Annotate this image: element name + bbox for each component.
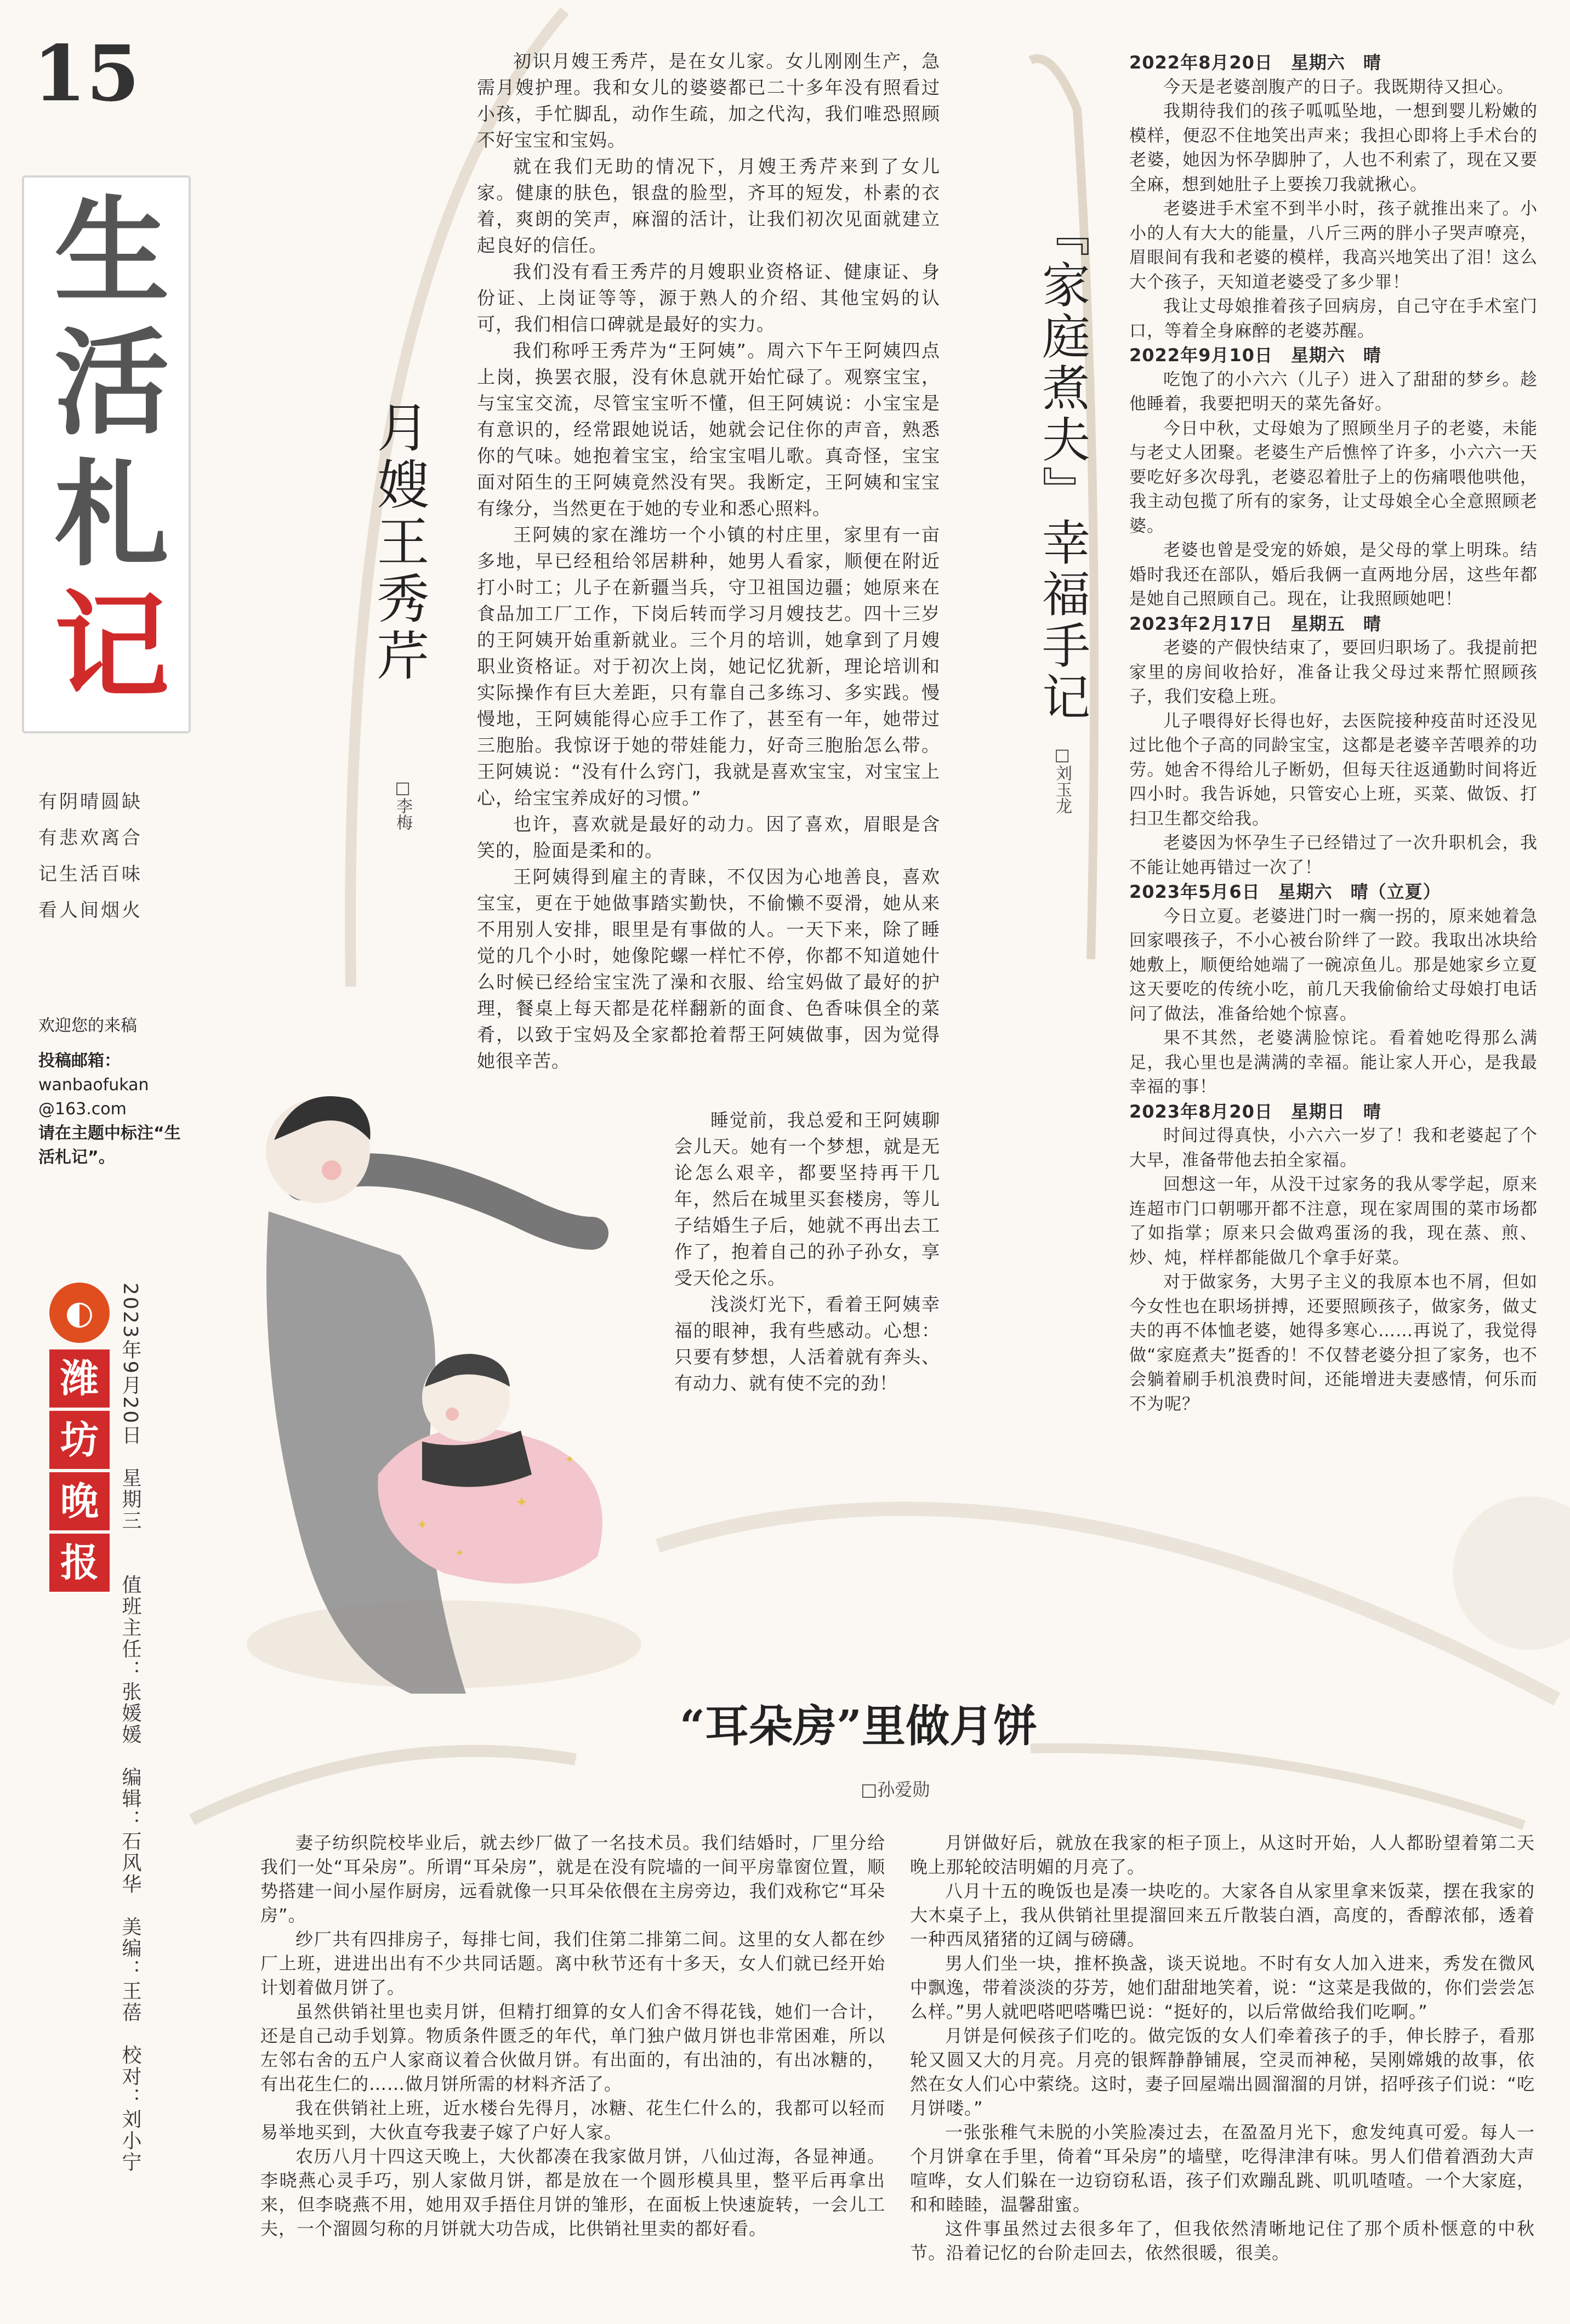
column-title-char-accent: 记 — [54, 578, 169, 714]
paragraph: 老婆因为怀孕生子已经错过了一次升职机会，我不能让她再错过一次了！ — [1129, 833, 1538, 878]
article2-title: 『家庭煮夫』幸福手记 — [1034, 208, 1091, 724]
article3-title: “耳朵房”里做月饼 — [680, 1700, 1038, 1752]
paragraph: 初识月嫂王秀芹，是在女儿家。女儿刚刚生产，急需月嫂护理。我和女儿的婆婆都已二十多年没有照看过小孩，手忙脚乱，动作生疏，加之代沟，我们唯恐照顾不好宝宝和宝妈。 — [477, 50, 940, 151]
svg-text:✦: ✦ — [455, 1546, 464, 1559]
paragraph: 也许，喜欢就是最好的动力。因了喜欢，眉眼是含笑的，脸面是柔和的。 — [477, 813, 940, 861]
article1-byline: □李梅 — [393, 778, 412, 830]
paragraph: 这件事虽然过去很多年了，但我依然清晰地记住了那个质朴惬意的中秋节。沿着记忆的台阶走回去，依然很暖，很美。 — [910, 2218, 1535, 2263]
paragraph: 吃饱了的小六六（儿子）进入了甜甜的梦乡。趁他睡着，我要把明天的菜先备好。 — [1129, 369, 1538, 414]
paragraph: 老婆的产假快结束了，要回归职场了。我提前把家里的房间收拾好，准备让我父母过来帮忙照顾孩子，我们安稳上班。 — [1129, 638, 1538, 707]
article3-byline: □孙爱勋 — [861, 1779, 930, 1800]
paragraph: 儿子喂得好长得也好，去医院接种疫苗时还没见过比他个子高的同龄宝宝，这都是老婆辛苦喂养的功劳。她舍不得给儿子断奶，但每天往返通勤时间将近四小时。我告诉她，只管安心上班，买菜、做饭、打扫卫生都交给我。 — [1129, 711, 1538, 829]
paragraph: 我们没有看王秀芹的月嫂职业资格证、健康证、身份证、上岗证等等，源于熟人的介绍、其他宝妈的认可，我们相信口碑就是最好的实力。 — [477, 261, 940, 335]
paragraph: 今天是老婆剖腹产的日子。我既期待又担心。 — [1163, 77, 1514, 97]
diary-date-heading: 2023年8月20日 星期日 晴 — [1129, 1101, 1381, 1122]
article2-body — [1129, 50, 1538, 1416]
paragraph: 妻子纺织院校毕业后，就去纱厂做了一名技术员。我们结婚时，厂里分给我们一处“耳朵房”。所谓“耳朵房”，就是在没有院墙的一间平房靠窗位置，顺势搭建一间小屋作厨房，远看就像一只耳朵依偎在主房旁边，我们戏称它“耳朵房”。 — [260, 1832, 885, 1926]
article3-body-left — [260, 1831, 885, 2241]
motto-line: 有悲欢离合 — [38, 827, 143, 849]
paragraph: 时间过得真快，小六六一岁了！我和老婆起了个大早，准备带他去拍全家福。 — [1129, 1126, 1538, 1170]
paragraph: 我们称呼王秀芹为“王阿姨”。周六下午王阿姨四点上岗，换罢衣服，没有休息就开始忙碌了。观察宝宝，与宝宝交流，尽管宝宝听不懂，但王阿姨说：小宝宝是有意识的，经常跟她说话，她就会记住你的声音，熟悉你的气味。她抱着宝宝，给宝宝唱儿歌。真奇怪，宝宝面对陌生的王阿姨竟然没有哭。我断定，王阿姨和宝宝有缘分，当然更在于她的专业和悉心照料。 — [477, 340, 940, 519]
issue-meta: 2023年9月20日 星期三 值班主任：张媛媛 编辑：石风华 美编：王蓓 校对：刘小宁 — [119, 1283, 141, 2173]
paragraph: 果不其然，老婆满脸惊诧。看着她吃得那么满足，我心里也是满满的幸福。能让家人开心，是我最幸福的事！ — [1129, 1028, 1538, 1097]
diary-date-heading: 2023年2月17日 星期五 晴 — [1129, 613, 1381, 634]
paragraph: 我让丈母娘推着孩子回病房，自己守在手术室门口，等着全身麻醉的老婆苏醒。 — [1129, 297, 1538, 341]
email-line[interactable]: wanbaofukan — [38, 1075, 149, 1095]
svg-text:✦: ✦ — [417, 1517, 428, 1533]
page-number: 15 — [33, 29, 140, 119]
motto-line: 看人间烟火 — [38, 899, 143, 921]
paragraph: 农历八月十四这天晚上，大伙都凑在我家做月饼，八仙过海，各显神通。李晓燕心灵手巧，别人家做月饼，都是放在一个圆形模具里，整平后再拿出来，但李晓燕不用，她用双手捂住月饼的雏形，在面板上快速旋转，一会儿工夫，一个溜圆匀称的月饼就大功告成，比供销社里卖的都好看。 — [260, 2146, 885, 2239]
newspaper-name-char: 晚 — [49, 1472, 110, 1530]
newspaper-name-char: 潍 — [49, 1349, 110, 1408]
submission-welcome: 欢迎您的来稿 — [38, 1016, 137, 1035]
paragraph: 老婆进手术室不到半小时，孩子就推出来了。小小的人有大大的能量，八斤三两的胖小子哭声嘹亮，眉眼间有我和老婆的模样，我高兴地笑出了泪！这么大个孩子，天知道老婆受了多少罪！ — [1129, 199, 1538, 292]
paragraph: 今日中秋，丈母娘为了照顾坐月子的老婆，未能与老丈人团聚。老婆生产后憔悴了许多，小六六一天要吃好多次母乳，老婆忍着肚子上的伤痛喂他哄他，我主动包揽了所有的家务，让丈母娘全心全意照顾老婆。 — [1129, 418, 1538, 536]
paragraph: 今日立夏。老婆进门时一瘸一拐的，原来她着急回家喂孩子，不小心被台阶绊了一跤。我取出冰块给她敷上，顺便给她端了一碗凉鱼儿。那是她家乡立夏这天要吃的传统小吃，前几天我偷偷给丈母娘打电话问了做法，准备给她个惊喜。 — [1129, 906, 1538, 1024]
logo-mark-icon: ◐ — [49, 1283, 110, 1343]
paragraph: 虽然供销社里也卖月饼，但精打细算的女人们舍不得花钱，她们一合计，还是自己动手划算。物质条件匮乏的年代，单门独户做月饼也非常困难，所以左邻右舍的五户人家商议着合伙做月饼。有出面的，有出油的，有出冰糖的，有出花生仁的……做月饼所需的材料齐活了。 — [260, 2001, 885, 2094]
article1-body-bottom — [674, 1107, 940, 1397]
column-title-char: 活 — [54, 315, 169, 451]
paragraph: 浅淡灯光下，看着王阿姨幸福的眼神，我有些感动。心想：只要有梦想，人活着就有奔头、有动力、就有使不完的劲！ — [674, 1294, 940, 1394]
article1-body — [477, 48, 940, 1074]
paragraph: 月饼做好后，就放在我家的柜子顶上，从这时开始，人人都盼望着第二天晚上那轮皎洁明媚的月亮了。 — [910, 1832, 1535, 1877]
article1-title: 月嫂王秀芹 — [368, 400, 430, 685]
svg-text:✦: ✦ — [565, 1453, 575, 1467]
diary-date-heading: 2023年5月6日 星期六 晴（立夏） — [1129, 881, 1441, 902]
paragraph: 就在我们无助的情况下，月嫂王秀芹来到了女儿家。健康的肤色，银盘的脸型，齐耳的短发，朴素的衣着，爽朗的笑声，麻溜的活计，让我们初次见面就建立起良好的信任。 — [477, 156, 940, 256]
newspaper-name-char: 坊 — [49, 1411, 110, 1469]
paragraph: 纱厂共有四排房子，每排七间，我们住第二排第二间。这里的女人都在纱厂上班，进进出出有不少共同话题。离中秋节还有十多天，女人们就已经开始计划着做月饼了。 — [260, 1929, 885, 1998]
email-label: 投稿邮箱： — [38, 1051, 121, 1070]
column-title-char: 生 — [54, 184, 169, 319]
motto-line: 有阴晴圆缺 — [38, 791, 143, 813]
paragraph: 王阿姨的家在潍坊一个小镇的村庄里，家里有一亩多地，早已经租给邻居耕种，她男人看家，顺便在附近打小时工；儿子在新疆当兵，守卫祖国边疆；她原来在食品加工厂工作，下岗后转而学习月嫂技艺。四十三岁的王阿姨开始重新就业。三个月的培训，她拿到了月嫂职业资格证。对于初次上岗，她记忆犹新，理论培训和实际操作有巨大差距，只有靠自己多练习、多实践。慢慢地，王阿姨能得心应手工作了，甚至有一年，她带过三胞胎。我惊讶于她的带娃能力，好奇三胞胎怎么带。王阿姨说：“没有什么窍门，我就是喜欢宝宝，对宝宝上心，给宝宝养成好的习惯。” — [477, 524, 940, 808]
paragraph: 王阿姨得到雇主的青睐，不仅因为心地善良，喜欢宝宝，更在于她做事踏实勤快，不偷懒不耍滑，她从来不用别人安排，眼里是有事做的人。一天下来，除了睡觉的几个小时，她像陀螺一样忙不停，你都不知道她什么时候已经给宝宝洗了澡和衣服、给宝妈做了最好的护理，餐桌上每天都是花样翻新的面食、色香味俱全的菜肴，以致于宝妈及全家都抢着帮王阿姨做事，因为觉得她很辛苦。 — [477, 866, 940, 1072]
diary-date-heading: 2022年8月20日 星期六 晴 — [1129, 52, 1381, 73]
column-title-box — [22, 175, 191, 733]
svg-text:✦: ✦ — [515, 1493, 528, 1511]
paragraph: 我在供销社上班，近水楼台先得月，冰糖、花生仁什么的，我都可以轻而易举地买到，大伙直夸我妻子嫁了户好人家。 — [260, 2098, 885, 2143]
article2-byline: □刘玉龙 — [1053, 745, 1072, 814]
paragraph: 八月十五的晚饭也是凑一块吃的。大家各自从家里拿来饭菜，摆在我家的大木桌子上，我从供销社里提溜回来五斤散装白酒，高度的，香醇浓郁，透着一种西凤猪猪的辽阔与磅礴。 — [910, 1881, 1535, 1950]
submission-info — [38, 1014, 186, 1170]
paragraph: 睡觉前，我总爱和王阿姨聊会儿天。她有一个梦想，就是无论怎么艰辛，都要坚持再干几年，然后在城里买套楼房，等儿子结婚生子后，她就不再出去工作了，抱着自己的孙子孙女，享受天伦之乐。 — [674, 1109, 940, 1289]
diary-date-heading: 2022年9月10日 星期六 晴 — [1129, 345, 1381, 366]
illustration-mother-baby — [236, 1047, 652, 1721]
paragraph: 对于做家务，大男子主义的我原本也不屑，但如今女性也在职场拼搏，还要照顾孩子，做家务，做丈夫的再不体恤老婆，她得多寒心……再说了，我觉得做“家庭煮夫”挺香的！不仅替老婆分担了家务，也不会躺着刷手机浪费时间，还能增进夫妻感情，何乐而不为呢？ — [1129, 1272, 1538, 1414]
motto-line: 记生活百味 — [38, 863, 143, 885]
paragraph: 我期待我们的孩子呱呱坠地，一想到婴儿粉嫩的模样，便忍不住地笑出声来；我担心即将上手术台的老婆，她因为怀孕脚肿了，人也不利索了，现在又要全麻，想到她肚子上要挨刀我就揪心。 — [1129, 101, 1538, 195]
column-motto — [38, 784, 143, 929]
newspaper-name-char: 报 — [49, 1534, 110, 1592]
paragraph: 一张张稚气未脱的小笑脸凑过去，在盈盈月光下，愈发纯真可爱。每人一个月饼拿在手里，倚着“耳朵房”的墙壁，吃得津津有味。男人们借着酒劲大声喧哗，女人们躲在一边窃窃私语，孩子们欢蹦乱跳、叽叽喳喳。一个大家庭，和和睦睦，温馨甜蜜。 — [910, 2122, 1535, 2215]
email-line[interactable]: @163.com — [38, 1100, 127, 1119]
paragraph: 男人们坐一块，推杯换盏，谈天说地。不时有女人加入进来，秀发在微风中飘逸，带着淡淡的芬芳，她们甜甜地笑着，说：“这菜是我做的，你们尝尝怎么样。”男人就吧嗒吧嗒嘴巴说：“挺好的，以后常做给我们吃啊。” — [910, 1953, 1535, 2022]
paragraph: 老婆也曾是受宠的娇娘，是父母的掌上明珠。结婚时我还在部队，婚后我俩一直两地分居，这些年都是她自己照顾自己。现在，让我照顾她吧！ — [1129, 540, 1538, 609]
paragraph: 回想这一年，从没干过家务的我从零学起，原来连超市门口朝哪开都不注意，现在家周围的菜市场都了如指掌；原来只会做鸡蛋汤的我，现在蒸、煎、炒、炖，样样都能做几个拿手好菜。 — [1129, 1175, 1538, 1268]
paragraph: 月饼是何候孩子们吃的。做完饭的女人们牵着孩子的手，伸长脖子，看那轮又圆又大的月亮。月亮的银辉静静铺展，空灵而神秘，吴刚嫦娥的故事，依然在女人们心中萦绕。这时，妻子回屋端出圆溜溜的月饼，招呼孩子们说：“吃月饼喽。” — [910, 2025, 1535, 2118]
submission-note: 请在主题中标注“生活札记”。 — [38, 1124, 181, 1167]
newspaper-logo — [49, 1283, 110, 1595]
column-title-char: 札 — [54, 447, 169, 582]
article3-body-right — [910, 1831, 1535, 2265]
